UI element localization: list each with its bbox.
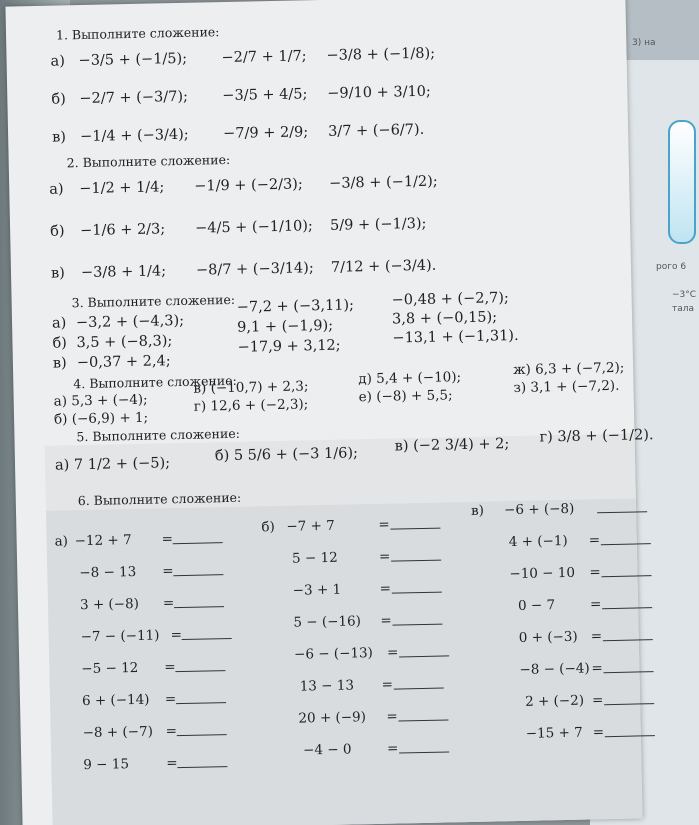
expression: в) (−2 3/4) + 2;: [394, 436, 510, 455]
side-note: рого 6: [656, 262, 687, 272]
equals-sign: =: [378, 516, 390, 533]
exercise-expression: −12 + 7: [74, 532, 132, 550]
section-heading: 2. Выполните сложение:: [66, 151, 231, 171]
column-label: в): [470, 502, 485, 519]
exercise-expression: 20 + (−9): [298, 709, 367, 727]
expression: −3/8 + (−1/8);: [326, 45, 436, 64]
expression: −3,2 + (−4,3);: [75, 312, 185, 332]
expression: г) 12,6 + (−2,3);: [193, 396, 309, 415]
expression: −17,9 + 3,12;: [237, 337, 341, 356]
exercise-expression: −8 − 13: [79, 563, 137, 582]
answer-blank[interactable]: [169, 658, 225, 676]
exercise-expression: −7 − (−11): [80, 627, 160, 646]
answer-blank[interactable]: [171, 754, 227, 772]
exercise-expression: 2 + (−2): [524, 692, 585, 710]
expression: −3/5 + 4/5;: [222, 86, 308, 105]
equals-sign: =: [386, 740, 399, 757]
expression: 5/9 + (−1/3);: [329, 215, 427, 234]
expression: −1/6 + 2/3;: [79, 221, 166, 240]
exercise-expression: −3 + 1: [292, 581, 342, 599]
expression: −1/4 + (−3/4);: [80, 126, 189, 146]
answer-blank[interactable]: [175, 626, 231, 644]
exercise-expression: −4 − 0: [302, 741, 352, 759]
row-label: в): [50, 265, 66, 282]
expression: −7/9 + 2/9;: [222, 124, 309, 143]
answer-blank[interactable]: [388, 676, 444, 694]
answer-blank[interactable]: [168, 594, 224, 612]
section-heading: 1. Выполните сложение:: [55, 24, 220, 43]
expression: −13,1 + (−1,31).: [392, 327, 519, 347]
exercise-expression: −6 + (−8): [503, 500, 575, 519]
answer-blank[interactable]: [393, 643, 449, 661]
answer-blank[interactable]: [166, 530, 222, 548]
exercise-expression: 0 + (−3): [518, 628, 578, 646]
answer-blank[interactable]: [595, 563, 651, 581]
answer-blank[interactable]: [170, 722, 226, 740]
exercise-expression: −8 − (−4): [519, 660, 590, 678]
expression: −4/5 + (−1/10);: [194, 218, 314, 237]
section-heading: 6. Выполните сложение:: [77, 489, 242, 509]
equals-sign: =: [386, 708, 398, 725]
expression: е) (−8) + 5,5;: [358, 387, 453, 406]
equals-sign: =: [166, 755, 178, 772]
expression: 3,8 + (−0,15);: [391, 309, 498, 328]
column-label: а): [54, 533, 69, 550]
expression: б) 5 5/6 + (−3 1/6);: [214, 445, 359, 465]
answer-blank[interactable]: [393, 739, 449, 757]
answer-blank[interactable]: [596, 595, 652, 613]
expression: б) (−6,9) + 1;: [53, 409, 149, 428]
answer-blank[interactable]: [597, 659, 653, 677]
equals-sign: =: [164, 691, 177, 708]
answer-blank[interactable]: [591, 499, 647, 517]
equals-sign: =: [589, 564, 601, 581]
exercise-expression: 3 + (−8): [79, 595, 140, 614]
expression: 3/7 + (−6/7).: [327, 121, 425, 140]
answer-blank[interactable]: [385, 548, 441, 566]
answer-blank[interactable]: [392, 707, 448, 725]
equals-sign: =: [170, 627, 183, 644]
row-label: а): [49, 181, 64, 198]
equals-sign: =: [592, 724, 605, 741]
row-label: б): [51, 91, 66, 108]
exercise-expression: 0 − 7: [517, 597, 556, 614]
equals-sign: =: [588, 532, 601, 549]
expression: 9,1 + (−1,9);: [237, 317, 334, 336]
expression: −1/2 + 1/4;: [79, 179, 165, 198]
expression: а) 7 1/2 + (−5);: [54, 455, 171, 474]
answer-blank[interactable]: [595, 531, 651, 549]
exercise-expression: 6 + (−14): [81, 691, 150, 710]
answer-blank[interactable]: [599, 723, 655, 741]
expression: −3/5 + (−1/5);: [78, 50, 188, 70]
exercise-expression: 9 − 15: [83, 756, 130, 774]
row-label: в): [52, 129, 67, 146]
expression: −3/8 + 1/4;: [80, 263, 167, 282]
expression: −8/7 + (−3/14);: [195, 260, 314, 279]
expression: 3,5 + (−8,3);: [76, 333, 173, 352]
row-label: б): [52, 335, 68, 352]
expression: ж) 6,3 + (−7,2);: [512, 359, 625, 379]
section-heading: 5. Выполните сложение:: [76, 425, 240, 445]
equals-sign: =: [379, 580, 392, 597]
equals-sign: =: [591, 660, 603, 677]
exercise-expression: 13 − 13: [299, 677, 355, 695]
answer-blank[interactable]: [597, 627, 653, 645]
expression: д) 5,4 + (−10);: [358, 369, 462, 388]
row-label: а): [51, 315, 67, 332]
answer-blank[interactable]: [386, 612, 442, 630]
expression: −0,48 + (−2,7);: [391, 290, 510, 309]
expression: −9/10 + 3/10;: [327, 83, 432, 102]
equals-sign: =: [386, 644, 399, 661]
exercise-expression: 4 + (−1): [508, 532, 568, 551]
answer-blank[interactable]: [384, 516, 440, 534]
thermometer-illustration: [668, 120, 696, 244]
exercise-expression: 5 − 12: [291, 549, 338, 567]
equals-sign: =: [378, 548, 391, 565]
answer-blank[interactable]: [386, 580, 442, 598]
exercise-expression: −15 + 7: [525, 724, 583, 742]
equals-sign: =: [591, 692, 604, 709]
expression: г) 3/8 + (−1/2).: [539, 427, 654, 446]
section-heading: 4. Выполните сложение:: [73, 372, 237, 392]
expression: в) (−10,7) + 2,3;: [193, 378, 309, 397]
side-note: тала: [672, 304, 695, 314]
exercise-expression: −5 − 12: [81, 659, 139, 678]
expression: −1/9 + (−2/3);: [194, 176, 303, 195]
expression: з) 3,1 + (−7,2).: [513, 377, 620, 397]
row-label: а): [50, 53, 66, 70]
exercise-expression: 5 − (−16): [293, 613, 362, 631]
equals-sign: =: [162, 563, 174, 580]
equals-sign: =: [162, 595, 175, 612]
side-note: 3) на: [632, 38, 656, 48]
equals-sign: =: [590, 628, 603, 645]
answer-blank[interactable]: [598, 691, 654, 709]
equals-sign: =: [381, 676, 394, 693]
equals-sign: =: [164, 659, 176, 676]
answer-blank[interactable]: [170, 690, 226, 708]
column-label: б): [261, 519, 275, 536]
expression: −2/7 + (−3/7);: [79, 88, 189, 108]
exercise-expression: −6 − (−13): [293, 645, 374, 663]
equals-sign: =: [161, 531, 174, 548]
exercise-expression: −8 + (−7): [82, 723, 154, 742]
row-label: в): [52, 355, 67, 372]
expression: −7,2 + (−3,11);: [236, 297, 355, 316]
exercise-expression: −7 + 7: [286, 517, 335, 535]
expression: −0,37 + 2,4;: [76, 353, 171, 372]
expression: а) 5,3 + (−4);: [53, 391, 148, 410]
equals-sign: =: [165, 723, 178, 740]
row-label: б): [49, 223, 65, 240]
side-note: −3°С: [672, 290, 697, 300]
section-heading: 3. Выполните сложение:: [71, 291, 236, 311]
expression: −3/8 + (−1/2);: [329, 173, 438, 192]
expression: 7/12 + (−3/4).: [330, 257, 437, 276]
answer-blank[interactable]: [167, 562, 223, 580]
equals-sign: =: [589, 596, 602, 613]
equals-sign: =: [380, 612, 392, 629]
exercise-expression: −10 − 10: [509, 564, 576, 583]
expression: −2/7 + 1/7;: [221, 48, 307, 67]
